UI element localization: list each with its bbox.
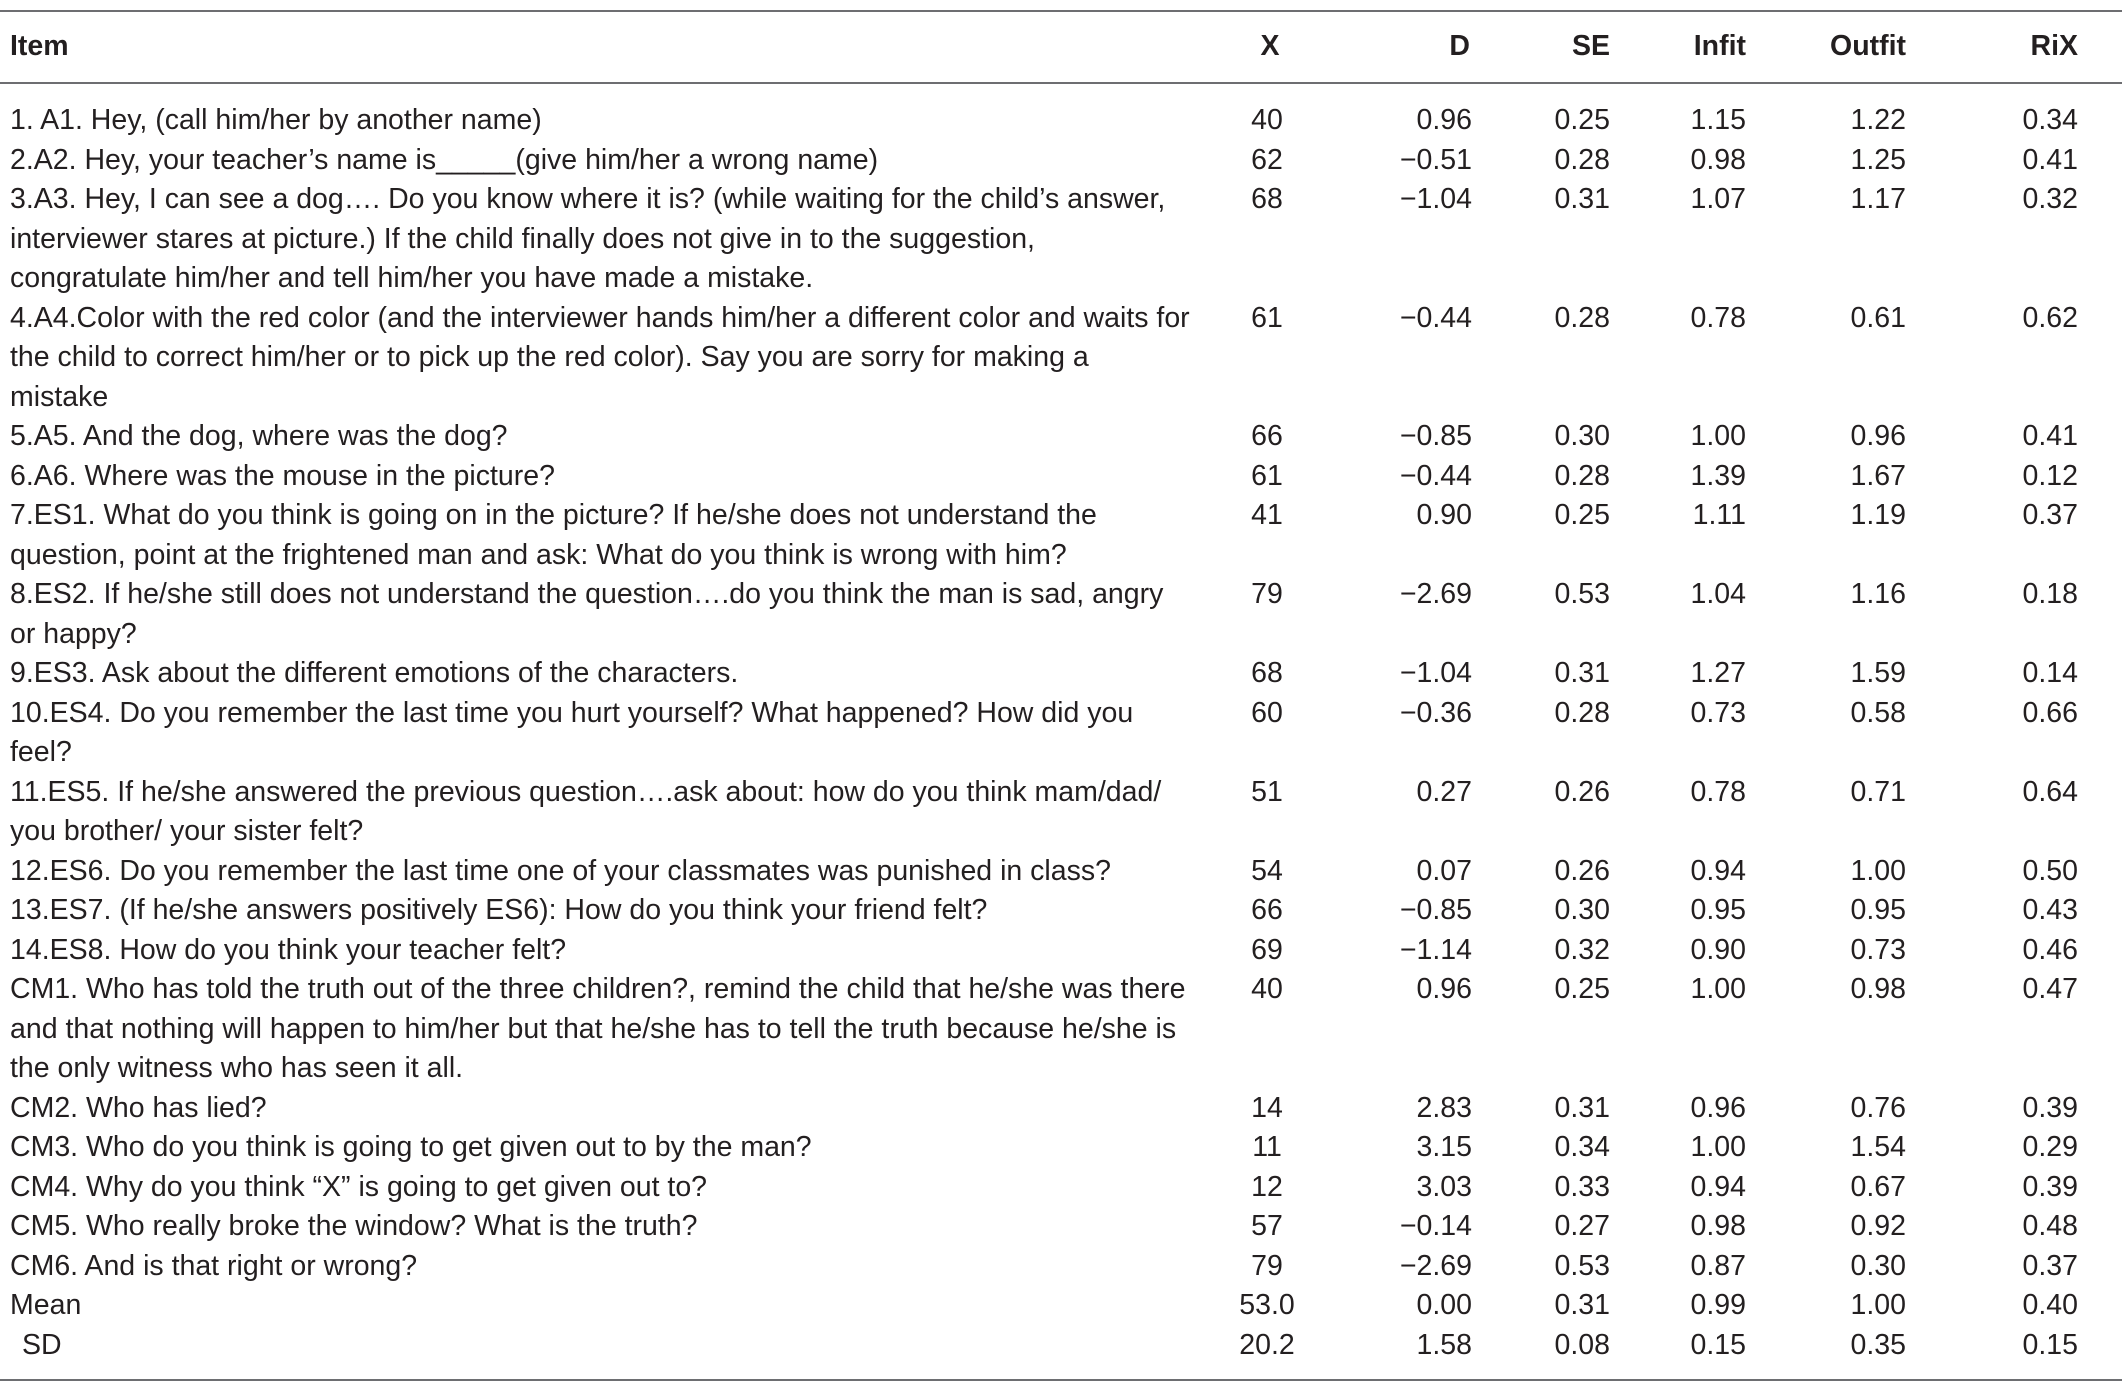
cell-rix: 0.14 xyxy=(2022,657,2078,689)
cell-se: 0.53 xyxy=(1554,1249,1610,1282)
table-row xyxy=(0,299,2122,418)
cell-rix: 0.50 xyxy=(2022,854,2078,887)
table-body xyxy=(0,83,2122,1380)
cell-infit: 0.87 xyxy=(1690,1249,1746,1282)
cell-d: −1.04 xyxy=(1399,657,1472,689)
cell-item: CM5. Who really broke the window? What is the truth? xyxy=(10,1210,698,1242)
cell-x: 62 xyxy=(1251,143,1283,176)
cell-item: 10.ES4. Do you remember the last time you hurt yourself? What happened? How did you feel? xyxy=(10,696,1134,768)
cell-infit: 0.96 xyxy=(1690,1091,1746,1124)
cell-rix: 0.37 xyxy=(2022,499,2078,531)
cell-se: 0.25 xyxy=(1554,104,1610,136)
cell-se: 0.31 xyxy=(1554,183,1610,215)
cell-rix: 0.46 xyxy=(2022,933,2078,966)
cell-item: 11.ES5. If he/she answered the previous question….ask about: how do you think mam/dad/ you brother/ your sister felt? xyxy=(10,775,1162,847)
cell-d: −0.36 xyxy=(1399,696,1472,729)
cell-se: 0.25 xyxy=(1554,973,1610,1005)
cell-outfit: 0.67 xyxy=(1850,1170,1906,1203)
cell-outfit: 1.22 xyxy=(1850,104,1906,136)
cell-item: 6.A6. Where was the mouse in the picture? xyxy=(10,459,555,492)
table-row xyxy=(0,83,2122,141)
cell-d: −0.51 xyxy=(1399,143,1472,176)
cell-rix: 0.64 xyxy=(2022,775,2078,808)
cell-infit: 0.98 xyxy=(1690,1210,1746,1242)
cell-item: 8.ES2. If he/she still does not understand the question….do you think the man is sad, angry or happy? xyxy=(10,578,1164,650)
cell-infit: 1.07 xyxy=(1690,183,1746,215)
cell-infit: 1.04 xyxy=(1690,578,1746,610)
column-header-d: D xyxy=(1449,30,1470,62)
cell-outfit: 1.25 xyxy=(1850,143,1906,176)
cell-outfit: 1.00 xyxy=(1850,1289,1906,1321)
cell-x: 40 xyxy=(1251,104,1283,136)
cell-infit: 0.78 xyxy=(1690,301,1746,334)
summary-row xyxy=(0,1286,2122,1326)
cell-item: 4.A4.Color with the red color (and the interviewer hands him/her a different color and waits for the child to correct him/her or to pick up the red color). Say you are sorry for making a mistake xyxy=(10,301,1190,413)
cell-infit: 1.27 xyxy=(1690,657,1746,689)
cell-d: 0.00 xyxy=(1416,1289,1472,1321)
cell-se: 0.26 xyxy=(1554,854,1610,887)
cell-se: 0.08 xyxy=(1554,1328,1610,1361)
cell-x: 66 xyxy=(1251,894,1283,926)
cell-rix: 0.47 xyxy=(2022,973,2078,1005)
column-header-infit: Infit xyxy=(1693,30,1746,62)
cell-d: 2.83 xyxy=(1416,1091,1472,1124)
cell-rix: 0.62 xyxy=(2022,301,2078,334)
cell-infit: 1.15 xyxy=(1690,104,1746,136)
cell-infit: 1.39 xyxy=(1690,459,1746,492)
table-row xyxy=(0,1089,2122,1129)
cell-d: −0.85 xyxy=(1399,894,1472,926)
cell-se: 0.28 xyxy=(1554,459,1610,492)
cell-x: 40 xyxy=(1251,973,1283,1005)
cell-x: 61 xyxy=(1251,301,1283,334)
cell-se: 0.53 xyxy=(1554,578,1610,610)
table-row xyxy=(0,1168,2122,1208)
cell-infit: 0.94 xyxy=(1690,1170,1746,1203)
cell-x: 12 xyxy=(1251,1170,1283,1203)
cell-rix: 0.29 xyxy=(2022,1131,2078,1163)
cell-se: 0.34 xyxy=(1554,1131,1610,1163)
cell-outfit: 0.92 xyxy=(1850,1210,1906,1242)
cell-item: 13.ES7. (If he/she answers positively ES6): How do you think your friend felt? xyxy=(10,894,988,926)
cell-x: 54 xyxy=(1251,854,1283,887)
cell-item: 7.ES1. What do you think is going on in the picture? If he/she does not understand the question, point at the frightened man and ask: What do you think is wrong with him? xyxy=(10,499,1097,571)
cell-outfit: 1.19 xyxy=(1850,499,1906,531)
cell-d: 0.07 xyxy=(1416,854,1472,887)
cell-x: 14 xyxy=(1251,1091,1283,1124)
table-row xyxy=(0,141,2122,181)
cell-x: 69 xyxy=(1251,933,1283,966)
cell-item: SD xyxy=(22,1328,62,1361)
cell-outfit: 1.59 xyxy=(1850,657,1906,689)
cell-outfit: 0.73 xyxy=(1850,933,1906,966)
cell-d: −1.14 xyxy=(1399,933,1472,966)
cell-x: 41 xyxy=(1251,499,1283,531)
cell-rix: 0.66 xyxy=(2022,696,2078,729)
table-row xyxy=(0,852,2122,892)
cell-item: CM1. Who has told the truth out of the three children?, remind the child that he/she was there and that nothing will happen to him/her but that he/she has to tell the truth because he/she is the only witness who has seen it all. xyxy=(10,973,1186,1084)
cell-infit: 0.98 xyxy=(1690,143,1746,176)
cell-se: 0.31 xyxy=(1554,657,1610,689)
cell-x: 68 xyxy=(1251,183,1283,215)
cell-d: −0.44 xyxy=(1399,459,1472,492)
cell-item: 1. A1. Hey, (call him/her by another name) xyxy=(10,104,542,136)
cell-rix: 0.43 xyxy=(2022,894,2078,926)
cell-se: 0.30 xyxy=(1554,894,1610,926)
cell-x: 51 xyxy=(1251,775,1283,808)
cell-x: 61 xyxy=(1251,459,1283,492)
cell-rix: 0.18 xyxy=(2022,578,2078,610)
column-header-se: SE xyxy=(1571,30,1610,62)
cell-outfit: 1.17 xyxy=(1850,183,1906,215)
cell-outfit: 0.96 xyxy=(1850,420,1906,452)
column-header-x: X xyxy=(1260,30,1280,62)
cell-rix: 0.12 xyxy=(2022,459,2078,492)
table-row xyxy=(0,694,2122,773)
cell-item: Mean xyxy=(10,1289,82,1321)
column-header-outfit: Outfit xyxy=(1830,30,1906,62)
cell-se: 0.31 xyxy=(1554,1289,1610,1321)
cell-d: 0.27 xyxy=(1416,775,1472,808)
cell-rix: 0.39 xyxy=(2022,1091,2078,1124)
cell-se: 0.32 xyxy=(1554,933,1610,966)
cell-x: 68 xyxy=(1251,657,1283,689)
cell-item: CM4. Why do you think “X” is going to get given out to? xyxy=(10,1170,708,1203)
cell-se: 0.28 xyxy=(1554,143,1610,176)
cell-outfit: 0.35 xyxy=(1850,1328,1906,1361)
cell-rix: 0.34 xyxy=(2022,104,2078,136)
cell-rix: 0.39 xyxy=(2022,1170,2078,1203)
cell-se: 0.31 xyxy=(1554,1091,1610,1124)
cell-infit: 0.95 xyxy=(1690,894,1746,926)
cell-d: −0.85 xyxy=(1399,420,1472,452)
cell-item: CM2. Who has lied? xyxy=(10,1091,267,1124)
cell-outfit: 0.98 xyxy=(1850,973,1906,1005)
cell-d: −2.69 xyxy=(1399,578,1472,610)
cell-x: 79 xyxy=(1251,578,1283,610)
table-row xyxy=(0,417,2122,457)
cell-infit: 0.99 xyxy=(1690,1289,1746,1321)
cell-rix: 0.32 xyxy=(2022,183,2078,215)
cell-x: 79 xyxy=(1251,1249,1283,1282)
cell-rix: 0.41 xyxy=(2022,143,2078,176)
cell-infit: 0.73 xyxy=(1690,696,1746,729)
cell-se: 0.25 xyxy=(1554,499,1610,531)
cell-item: 2.A2. Hey, your teacher’s name is_____(give him/her a wrong name) xyxy=(10,143,879,176)
header-row xyxy=(0,11,2122,83)
cell-outfit: 1.67 xyxy=(1850,459,1906,492)
table-row xyxy=(0,773,2122,852)
cell-se: 0.33 xyxy=(1554,1170,1610,1203)
table-row xyxy=(0,1207,2122,1247)
item-statistics-table xyxy=(0,10,2122,1381)
cell-rix: 0.15 xyxy=(2022,1328,2078,1361)
cell-rix: 0.48 xyxy=(2022,1210,2078,1242)
cell-d: −0.14 xyxy=(1399,1210,1472,1242)
cell-outfit: 0.30 xyxy=(1850,1249,1906,1282)
cell-x: 60 xyxy=(1251,696,1283,729)
cell-item: 12.ES6. Do you remember the last time one of your classmates was punished in class? xyxy=(10,854,1111,887)
cell-outfit: 0.61 xyxy=(1850,301,1906,334)
summary-row xyxy=(0,1326,2122,1381)
table-row xyxy=(0,931,2122,971)
table-row xyxy=(0,575,2122,654)
cell-infit: 0.15 xyxy=(1690,1328,1746,1361)
cell-d: −2.69 xyxy=(1399,1249,1472,1282)
cell-infit: 1.00 xyxy=(1690,973,1746,1005)
cell-d: 0.96 xyxy=(1416,104,1472,136)
cell-infit: 1.11 xyxy=(1692,499,1746,531)
cell-infit: 1.00 xyxy=(1690,420,1746,452)
cell-outfit: 1.54 xyxy=(1850,1131,1906,1163)
cell-item: 3.A3. Hey, I can see a dog…. Do you know where it is? (while waiting for the child’s answer, interviewer stares at picture.) If the child finally does not give in to the suggestion, congratulate him/her and tell him/her you have made a mistake. xyxy=(10,183,1166,294)
cell-se: 0.28 xyxy=(1554,301,1610,334)
cell-d: 0.90 xyxy=(1416,499,1472,531)
cell-d: 0.96 xyxy=(1416,973,1472,1005)
cell-se: 0.30 xyxy=(1554,420,1610,452)
cell-rix: 0.40 xyxy=(2022,1289,2078,1321)
cell-outfit: 0.58 xyxy=(1850,696,1906,729)
cell-outfit: 0.95 xyxy=(1850,894,1906,926)
table-row xyxy=(0,496,2122,575)
cell-se: 0.27 xyxy=(1554,1210,1610,1242)
cell-x: 57 xyxy=(1251,1210,1283,1242)
cell-x: 66 xyxy=(1251,420,1283,452)
cell-infit: 1.00 xyxy=(1690,1131,1746,1163)
cell-outfit: 0.71 xyxy=(1850,775,1906,808)
cell-item: 9.ES3. Ask about the different emotions of the characters. xyxy=(10,657,739,689)
table-row xyxy=(0,1128,2122,1168)
cell-rix: 0.41 xyxy=(2022,420,2078,452)
table-row xyxy=(0,180,2122,299)
table-row xyxy=(0,1247,2122,1287)
cell-infit: 0.78 xyxy=(1690,775,1746,808)
table-row xyxy=(0,457,2122,497)
cell-x: 20.2 xyxy=(1239,1328,1295,1361)
cell-d: 3.15 xyxy=(1416,1131,1472,1163)
table-row xyxy=(0,970,2122,1089)
column-header-item: Item xyxy=(10,30,69,62)
cell-x: 11 xyxy=(1252,1131,1282,1163)
column-header-rix: RiX xyxy=(2030,30,2078,62)
cell-d: 3.03 xyxy=(1416,1170,1472,1203)
cell-item: 14.ES8. How do you think your teacher felt? xyxy=(10,933,567,966)
table-header xyxy=(0,11,2122,83)
cell-se: 0.28 xyxy=(1554,696,1610,729)
cell-d: 1.58 xyxy=(1416,1328,1472,1361)
cell-d: −1.04 xyxy=(1399,183,1472,215)
cell-outfit: 1.00 xyxy=(1850,854,1906,887)
cell-d: −0.44 xyxy=(1399,301,1472,334)
cell-item: 5.A5. And the dog, where was the dog? xyxy=(10,420,508,452)
cell-outfit: 0.76 xyxy=(1850,1091,1906,1124)
cell-infit: 0.94 xyxy=(1690,854,1746,887)
item-statistics-table-wrapper xyxy=(0,10,2122,1381)
cell-item: CM6. And is that right or wrong? xyxy=(10,1249,418,1282)
table-row xyxy=(0,891,2122,931)
cell-item: CM3. Who do you think is going to get given out to by the man? xyxy=(10,1131,812,1163)
cell-outfit: 1.16 xyxy=(1850,578,1906,610)
cell-x: 53.0 xyxy=(1239,1289,1295,1321)
cell-rix: 0.37 xyxy=(2022,1249,2078,1282)
cell-infit: 0.90 xyxy=(1690,933,1746,966)
table-row xyxy=(0,654,2122,694)
cell-se: 0.26 xyxy=(1554,775,1610,808)
